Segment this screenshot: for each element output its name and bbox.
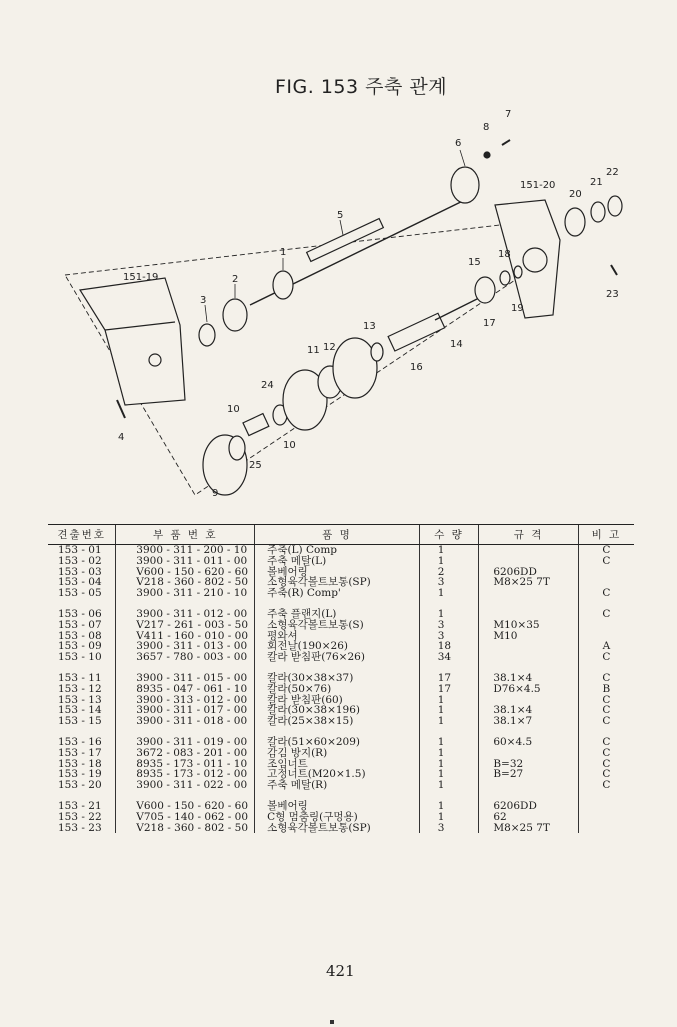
cell-remark: C bbox=[578, 673, 634, 684]
table-row bbox=[48, 812, 634, 823]
table-row bbox=[48, 684, 634, 695]
cell-quantity: 1 bbox=[419, 588, 479, 599]
cell-part-name: 칼라(50×76) bbox=[255, 684, 420, 695]
callout-11: 11 bbox=[307, 345, 320, 356]
cell-quantity: 18 bbox=[419, 641, 479, 652]
cell-item-no: 153 - 09 bbox=[58, 640, 102, 653]
cell-item-no: 153 - 23 bbox=[58, 821, 102, 834]
callout-5: 5 bbox=[337, 210, 344, 221]
cell-part-name: 칼라(51×60×209) bbox=[255, 737, 420, 748]
ref-151-20: 151-20 bbox=[520, 180, 556, 191]
cell-remark bbox=[578, 823, 634, 834]
cell-part-no: V218 - 360 - 802 - 50 bbox=[116, 577, 255, 588]
cell-item-no: 153 - 19 bbox=[58, 768, 102, 781]
cell-quantity: 1 bbox=[419, 812, 479, 823]
spacer-cell bbox=[578, 791, 634, 801]
cell-part-no: V411 - 160 - 010 - 00 bbox=[116, 631, 255, 642]
cell-remark: C bbox=[578, 556, 634, 567]
cell-item-no: 153 - 03 bbox=[58, 565, 102, 578]
cell-specification: B=32 bbox=[479, 759, 578, 770]
callout-25: 25 bbox=[249, 460, 262, 471]
collar-plate-10a bbox=[229, 436, 245, 460]
nut-19 bbox=[514, 266, 522, 278]
spacer-cell bbox=[419, 727, 479, 737]
cell-part-no: 3900 - 311 - 012 - 00 bbox=[116, 609, 255, 620]
nut-18 bbox=[500, 271, 510, 285]
cell-remark bbox=[578, 567, 634, 578]
cell-specification bbox=[479, 588, 578, 599]
cell-specification bbox=[479, 652, 578, 663]
cell-quantity: 3 bbox=[419, 631, 479, 642]
callout-22: 22 bbox=[606, 167, 619, 178]
cell-item-no: 153 - 08 bbox=[58, 629, 102, 642]
cell-item-no: 153 - 17 bbox=[58, 746, 102, 759]
callout-17: 17 bbox=[483, 318, 496, 329]
cell-part-no: 3900 - 311 - 013 - 00 bbox=[116, 641, 255, 652]
cell-quantity: 34 bbox=[419, 652, 479, 663]
callout-9: 9 bbox=[212, 488, 219, 499]
cell-part-name: 칼라(30×38×37) bbox=[255, 673, 420, 684]
callout-10a: 10 bbox=[227, 404, 240, 415]
callout-16: 16 bbox=[410, 362, 423, 373]
cell-specification bbox=[479, 545, 578, 556]
cell-part-no: 3672 - 083 - 201 - 00 bbox=[116, 748, 255, 759]
cell-part-no: 3900 - 311 - 019 - 00 bbox=[116, 737, 255, 748]
cell-quantity: 1 bbox=[419, 780, 479, 791]
cell-specification: 60×4.5 bbox=[479, 737, 578, 748]
cell-specification bbox=[479, 641, 578, 652]
page-number: 421 bbox=[326, 962, 355, 980]
cell-quantity: 1 bbox=[419, 695, 479, 706]
left-bracket bbox=[80, 278, 185, 405]
cell-part-no: 3900 - 311 - 011 - 00 bbox=[116, 556, 255, 567]
cell-quantity: 3 bbox=[419, 577, 479, 588]
cell-remark: C bbox=[578, 769, 634, 780]
cell-part-name: 소형육각볼트보통(SP) bbox=[255, 577, 420, 588]
snap-ring-22 bbox=[608, 196, 622, 216]
table-row bbox=[48, 748, 634, 759]
exploded-parts-diagram bbox=[55, 100, 645, 510]
spacer-cell bbox=[419, 599, 479, 609]
cell-remark: C bbox=[578, 737, 634, 748]
cell-item-no: 153 - 02 bbox=[58, 554, 102, 567]
cell-part-no: 3657 - 780 - 003 - 00 bbox=[116, 652, 255, 663]
cell-part-name: 회전날(190×26) bbox=[255, 641, 420, 652]
cell-part-name: 소형육각볼트보통(SP) bbox=[255, 823, 420, 834]
cell-part-no: 3900 - 313 - 012 - 00 bbox=[116, 695, 255, 706]
callout-19: 19 bbox=[511, 303, 524, 314]
callout-24: 24 bbox=[261, 380, 274, 391]
cell-item-no: 153 - 04 bbox=[58, 576, 102, 589]
table-row bbox=[48, 620, 634, 631]
callout-10b: 10 bbox=[283, 440, 296, 451]
table-row bbox=[48, 823, 634, 834]
cell-part-no: V600 - 150 - 620 - 60 bbox=[116, 801, 255, 812]
callout-12: 12 bbox=[323, 342, 336, 353]
cell-remark: C bbox=[578, 780, 634, 791]
spindle-1 bbox=[273, 271, 293, 299]
cell-specification: 62 bbox=[479, 812, 578, 823]
cell-part-no: V217 - 261 - 003 - 50 bbox=[116, 620, 255, 631]
cell-quantity: 3 bbox=[419, 620, 479, 631]
table-row bbox=[48, 556, 634, 567]
callout-23: 23 bbox=[606, 289, 619, 300]
cell-part-name: 주축 메탈(R) bbox=[255, 780, 420, 791]
callout-6: 6 bbox=[455, 138, 462, 149]
cell-specification: 38.1×7 bbox=[479, 716, 578, 727]
callout-7: 7 bbox=[505, 109, 512, 120]
cell-quantity: 2 bbox=[419, 567, 479, 578]
cell-remark: C bbox=[578, 588, 634, 599]
cell-quantity: 1 bbox=[419, 737, 479, 748]
cell-item-no: 153 - 01 bbox=[58, 544, 102, 556]
callout-3: 3 bbox=[200, 295, 207, 306]
table-row bbox=[48, 716, 634, 727]
nut-15 bbox=[475, 277, 495, 303]
cell-specification: D76×4.5 bbox=[479, 684, 578, 695]
cell-item-no: 153 - 20 bbox=[58, 779, 102, 792]
cell-specification: M8×25 7T bbox=[479, 823, 578, 834]
callout-18: 18 bbox=[498, 249, 511, 260]
cell-part-no: V218 - 360 - 802 - 50 bbox=[116, 823, 255, 834]
cell-part-no: 8935 - 173 - 012 - 00 bbox=[116, 769, 255, 780]
cell-specification bbox=[479, 748, 578, 759]
cell-part-no: 8935 - 047 - 061 - 10 bbox=[116, 684, 255, 695]
header-remark: 비 고 bbox=[578, 525, 634, 545]
header-item-no: 견출번호 bbox=[48, 525, 116, 545]
cell-part-no: V600 - 150 - 620 - 60 bbox=[116, 567, 255, 578]
cell-part-name: 칼라(25×38×15) bbox=[255, 716, 420, 727]
cell-remark: C bbox=[578, 705, 634, 716]
cell-item-no: 153 - 12 bbox=[58, 682, 102, 695]
callout-15: 15 bbox=[468, 257, 481, 268]
cell-specification bbox=[479, 556, 578, 567]
cell-specification: 38.1×4 bbox=[479, 673, 578, 684]
cell-item-no: 153 - 06 bbox=[58, 607, 102, 620]
metal-20 bbox=[565, 208, 585, 236]
cell-item-no: 153 - 16 bbox=[58, 735, 102, 748]
bearing-21 bbox=[591, 202, 605, 222]
cell-quantity: 1 bbox=[419, 769, 479, 780]
ref-151-19: 151-19 bbox=[123, 272, 159, 283]
collar-25 bbox=[243, 414, 269, 436]
cell-part-name: 칼라 받침판(60) bbox=[255, 695, 420, 706]
parts-table bbox=[48, 524, 634, 833]
cell-quantity: 17 bbox=[419, 673, 479, 684]
header-part-no: 부 품 번 호 bbox=[116, 525, 255, 545]
table-row bbox=[48, 780, 634, 791]
cell-part-name: 칼라 받침판(76×26) bbox=[255, 652, 420, 663]
cell-part-name: 주축(R) Comp' bbox=[255, 588, 420, 599]
cell-part-name: 평와셔 bbox=[255, 631, 420, 642]
cell-part-name: 조임너트 bbox=[255, 759, 420, 770]
cell-quantity: 1 bbox=[419, 609, 479, 620]
cell-specification: M8×25 7T bbox=[479, 577, 578, 588]
cell-item-no: 153 - 13 bbox=[58, 693, 102, 706]
bolt-23 bbox=[611, 265, 617, 275]
cell-quantity: 1 bbox=[419, 748, 479, 759]
washer-8 bbox=[484, 152, 490, 158]
spindle-metal-2 bbox=[223, 299, 247, 331]
header-spec: 규 격 bbox=[479, 525, 578, 545]
cell-item-no: 153 - 15 bbox=[58, 715, 102, 728]
cell-remark: C bbox=[578, 652, 634, 663]
cell-part-name: 볼베어링 bbox=[255, 567, 420, 578]
cell-quantity: 1 bbox=[419, 759, 479, 770]
cell-remark: C bbox=[578, 748, 634, 759]
callout-1: 1 bbox=[280, 247, 287, 258]
cell-remark: C bbox=[578, 716, 634, 727]
cell-specification: B=27 bbox=[479, 769, 578, 780]
cell-part-name: 칼라(30×38×196) bbox=[255, 705, 420, 716]
cell-item-no: 153 - 07 bbox=[58, 618, 102, 631]
cell-part-no: 3900 - 311 - 017 - 00 bbox=[116, 705, 255, 716]
cell-item-no: 153 - 18 bbox=[58, 757, 102, 770]
bearing-3 bbox=[199, 324, 215, 346]
parts-table-header bbox=[48, 525, 634, 545]
header-qty: 수 량 bbox=[419, 525, 479, 545]
cell-quantity: 1 bbox=[419, 556, 479, 567]
cell-part-no: 3900 - 311 - 022 - 00 bbox=[116, 780, 255, 791]
callout-21: 21 bbox=[590, 177, 603, 188]
table-row bbox=[48, 652, 634, 663]
cell-remark: C bbox=[578, 609, 634, 620]
cell-item-no: 153 - 05 bbox=[58, 587, 102, 600]
cell-remark: A bbox=[578, 641, 634, 652]
cell-part-name: 주축 플랜지(L) bbox=[255, 609, 420, 620]
cell-specification: 6206DD bbox=[479, 567, 578, 578]
callout-20: 20 bbox=[569, 189, 582, 200]
cell-specification bbox=[479, 780, 578, 791]
cell-part-name: C형 멈춤링(구멍용) bbox=[255, 812, 420, 823]
cell-remark bbox=[578, 620, 634, 631]
cell-part-name: 고정너트(M20×1.5) bbox=[255, 769, 420, 780]
cell-item-no: 153 - 10 bbox=[58, 651, 102, 664]
cell-remark bbox=[578, 812, 634, 823]
spacer-cell bbox=[419, 791, 479, 801]
cell-part-no: 3900 - 311 - 210 - 10 bbox=[116, 588, 255, 599]
parts-table-body bbox=[48, 545, 634, 834]
cell-quantity: 1 bbox=[419, 545, 479, 556]
flange-6 bbox=[451, 167, 479, 203]
bolt-7 bbox=[502, 140, 510, 145]
cell-remark: C bbox=[578, 545, 634, 556]
cell-quantity: 1 bbox=[419, 716, 479, 727]
cell-remark bbox=[578, 801, 634, 812]
cell-remark: C bbox=[578, 695, 634, 706]
header-name: 품 명 bbox=[255, 525, 420, 545]
figure-title: FIG. 153 주축 관계 bbox=[275, 76, 448, 98]
cell-quantity: 1 bbox=[419, 801, 479, 812]
cell-specification: M10 bbox=[479, 631, 578, 642]
cell-remark: C bbox=[578, 759, 634, 770]
cell-specification: 38.1×4 bbox=[479, 705, 578, 716]
cell-part-name: 볼베어링 bbox=[255, 801, 420, 812]
callout-8: 8 bbox=[483, 122, 490, 133]
page-mark bbox=[330, 1020, 334, 1024]
cell-item-no: 153 - 11 bbox=[58, 671, 102, 684]
cell-part-name: 감김 방지(R) bbox=[255, 748, 420, 759]
table-row bbox=[48, 588, 634, 599]
collar-plate-13 bbox=[371, 343, 383, 361]
callout-14: 14 bbox=[450, 339, 463, 350]
cell-part-no: 3900 - 311 - 018 - 00 bbox=[116, 716, 255, 727]
cell-part-name: 주축(L) Comp bbox=[255, 545, 420, 556]
cell-item-no: 153 - 14 bbox=[58, 704, 102, 717]
cell-quantity: 17 bbox=[419, 684, 479, 695]
callout-4: 4 bbox=[118, 432, 125, 443]
blade-12b bbox=[333, 338, 377, 398]
cell-part-name: 소형육각볼트보통(S) bbox=[255, 620, 420, 631]
cell-part-no: 3900 - 311 - 200 - 10 bbox=[116, 545, 255, 556]
cell-remark: B bbox=[578, 684, 634, 695]
cell-part-no: 3900 - 311 - 015 - 00 bbox=[116, 673, 255, 684]
cell-part-no: 8935 - 173 - 011 - 10 bbox=[116, 759, 255, 770]
parts-table-wrap bbox=[48, 524, 634, 833]
cell-part-name: 주축 메탈(L) bbox=[255, 556, 420, 567]
cell-item-no: 153 - 22 bbox=[58, 810, 102, 823]
spacer-cell bbox=[479, 599, 578, 609]
cell-item-no: 153 - 21 bbox=[58, 799, 102, 812]
cell-specification: M10×35 bbox=[479, 620, 578, 631]
callout-2: 2 bbox=[232, 274, 239, 285]
cell-part-no: V705 - 140 - 062 - 00 bbox=[116, 812, 255, 823]
cell-quantity: 1 bbox=[419, 705, 479, 716]
cell-specification: 6206DD bbox=[479, 801, 578, 812]
callout-13: 13 bbox=[363, 321, 376, 332]
cell-quantity: 3 bbox=[419, 823, 479, 834]
